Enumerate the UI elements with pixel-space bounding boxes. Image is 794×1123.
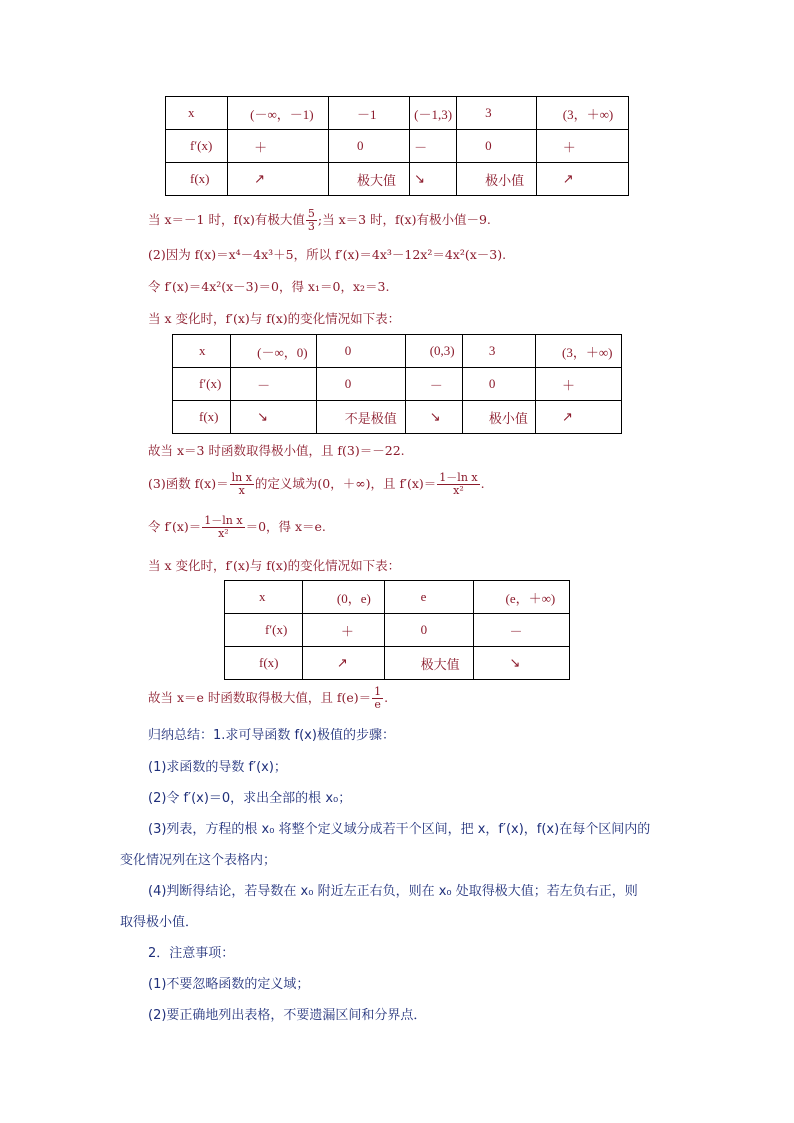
table-cell: 0 bbox=[316, 368, 405, 401]
table-cell: x bbox=[166, 97, 228, 130]
text-line: 令 f′(x)＝4x²(x－3)＝0，得 x₁＝0，x₂＝3. bbox=[148, 279, 390, 294]
text-line: 当 x 变化时，f′(x)与 f(x)的变化情况如下表： bbox=[148, 311, 401, 326]
table-cell: f(x) bbox=[166, 163, 228, 196]
table-cell: － bbox=[231, 368, 317, 401]
table-cell: f(x) bbox=[173, 401, 231, 434]
table-cell: (－1,3) bbox=[410, 97, 457, 130]
summary-step-continued: 变化情况列在这个表格内； bbox=[120, 853, 277, 868]
increasing-arrow-icon: ↗ bbox=[228, 163, 329, 196]
table-row bbox=[166, 97, 629, 130]
fraction: $\frac{1}{e}$ bbox=[374, 685, 382, 711]
table-cell: 0 bbox=[329, 130, 410, 163]
table-cell: x bbox=[173, 335, 231, 368]
text-line: (2)因为 f(x)＝x⁴－4x³＋5，所以 f′(x)＝4x³－12x²＝4x²(x－3). bbox=[148, 247, 507, 262]
fraction: $\frac{\text{1－ln x}}{\text{x²}}$ bbox=[439, 471, 478, 497]
decreasing-arrow-icon: ↘ bbox=[231, 401, 317, 434]
table-cell: f′(x) bbox=[166, 130, 228, 163]
table-cell: 0 bbox=[316, 335, 405, 368]
table-cell: 3 bbox=[462, 335, 535, 368]
text-line: 令 f′(x)＝ $\frac{\text{1－ln x}}{\text{x²}}$ ＝0，得 x＝e. bbox=[148, 514, 326, 540]
table-row bbox=[173, 401, 622, 434]
summary-step: (4)判断得结论，若导数在 x₀ 附近左正右负，则在 x₀ 处取得极大值；若左负右正，则 bbox=[148, 884, 638, 899]
table-cell: 不是极值 bbox=[316, 401, 405, 434]
table-cell: 极大值 bbox=[329, 163, 410, 196]
fraction: $\frac{5}{3}$ bbox=[307, 207, 315, 233]
table-cell: － bbox=[405, 368, 462, 401]
note-item: (2)要正确地列出表格，不要遗漏区间和分界点． bbox=[148, 1008, 427, 1023]
table-cell: ＋ bbox=[536, 130, 628, 163]
increasing-arrow-icon: ↗ bbox=[536, 401, 622, 434]
table-row bbox=[225, 581, 570, 614]
summary-step: (1)求函数的导数 f′(x)； bbox=[148, 760, 287, 775]
summary-step: (2)令 f′(x)＝0，求出全部的根 x₀； bbox=[148, 791, 352, 806]
table-cell: 0 bbox=[457, 130, 537, 163]
decreasing-arrow-icon: ↘ bbox=[473, 647, 569, 680]
table-cell: 0 bbox=[462, 368, 535, 401]
table-row bbox=[173, 368, 622, 401]
decreasing-arrow-icon: ↘ bbox=[405, 401, 462, 434]
table-cell: f(x) bbox=[225, 647, 303, 680]
increasing-arrow-icon: ↗ bbox=[302, 647, 384, 680]
table-cell: (3，＋∞) bbox=[536, 335, 622, 368]
notes-title: 2．注意事项： bbox=[148, 946, 235, 961]
table-cell: (3，＋∞) bbox=[536, 97, 628, 130]
table-row bbox=[173, 335, 622, 368]
summary-step-continued: 取得极小值． bbox=[120, 915, 199, 930]
summary-step: (3)列表，方程的根 x₀ 将整个定义域分成若干个区间，把 x，f′(x)，f(x)在每个区间内的 bbox=[148, 822, 651, 837]
text-line: (3)函数 f(x)＝ $\frac{\text{ln x}}{x}$ 的定义域为(0，＋∞)，且 f′(x)＝ $\frac{\text{1－ln x}}{\text{x²}}$ . bbox=[148, 471, 485, 497]
fraction: $\frac{\text{ln x}}{x}$ bbox=[231, 471, 252, 497]
table-cell: 0 bbox=[384, 614, 473, 647]
table-row bbox=[166, 130, 629, 163]
table-cell: 3 bbox=[457, 97, 537, 130]
table-cell: f′(x) bbox=[173, 368, 231, 401]
table-row bbox=[225, 647, 570, 680]
table-cell: (e，＋∞) bbox=[473, 581, 569, 614]
table-cell: ＋ bbox=[536, 368, 622, 401]
text-line: 故当 x＝e 时函数取得极大值，且 f(e)＝ $\frac{1}{e}$ . bbox=[148, 685, 389, 711]
text-line: 当 x＝－1 时，f(x)有极大值 $\frac{5}{3}$ ;当 x＝3 时，f(x)有极小值－9. bbox=[148, 207, 491, 233]
table-cell: (0,3) bbox=[405, 335, 462, 368]
table-cell: (－∞，0) bbox=[231, 335, 317, 368]
variation-table-1 bbox=[165, 96, 629, 196]
table-cell: (－∞，－1) bbox=[228, 97, 329, 130]
table-cell: 极小值 bbox=[462, 401, 535, 434]
table-cell: e bbox=[384, 581, 473, 614]
table-cell: －1 bbox=[329, 97, 410, 130]
table-cell: － bbox=[410, 130, 457, 163]
note-item: (1)不要忽略函数的定义域； bbox=[148, 977, 310, 992]
table-cell: 极大值 bbox=[384, 647, 473, 680]
table-cell: x bbox=[225, 581, 303, 614]
table-cell: (0，e) bbox=[302, 581, 384, 614]
table-cell: 极小值 bbox=[457, 163, 537, 196]
table-row bbox=[166, 163, 629, 196]
table-cell: － bbox=[473, 614, 569, 647]
text-line: 当 x 变化时，f′(x)与 f(x)的变化情况如下表： bbox=[148, 558, 401, 573]
variation-table-3 bbox=[224, 580, 570, 680]
increasing-arrow-icon: ↗ bbox=[536, 163, 628, 196]
variation-table-2 bbox=[172, 334, 622, 434]
table-cell: ＋ bbox=[228, 130, 329, 163]
table-cell: ＋ bbox=[302, 614, 384, 647]
table-row bbox=[225, 614, 570, 647]
decreasing-arrow-icon: ↘ bbox=[410, 163, 457, 196]
table-cell: f′(x) bbox=[225, 614, 303, 647]
text-line: 故当 x＝3 时函数取得极小值，且 f(3)＝－22. bbox=[148, 443, 405, 458]
fraction: $\frac{\text{1－ln x}}{\text{x²}}$ bbox=[204, 514, 243, 540]
summary-title: 归纳总结：1.求可导函数 f(x)极值的步骤： bbox=[148, 728, 395, 743]
